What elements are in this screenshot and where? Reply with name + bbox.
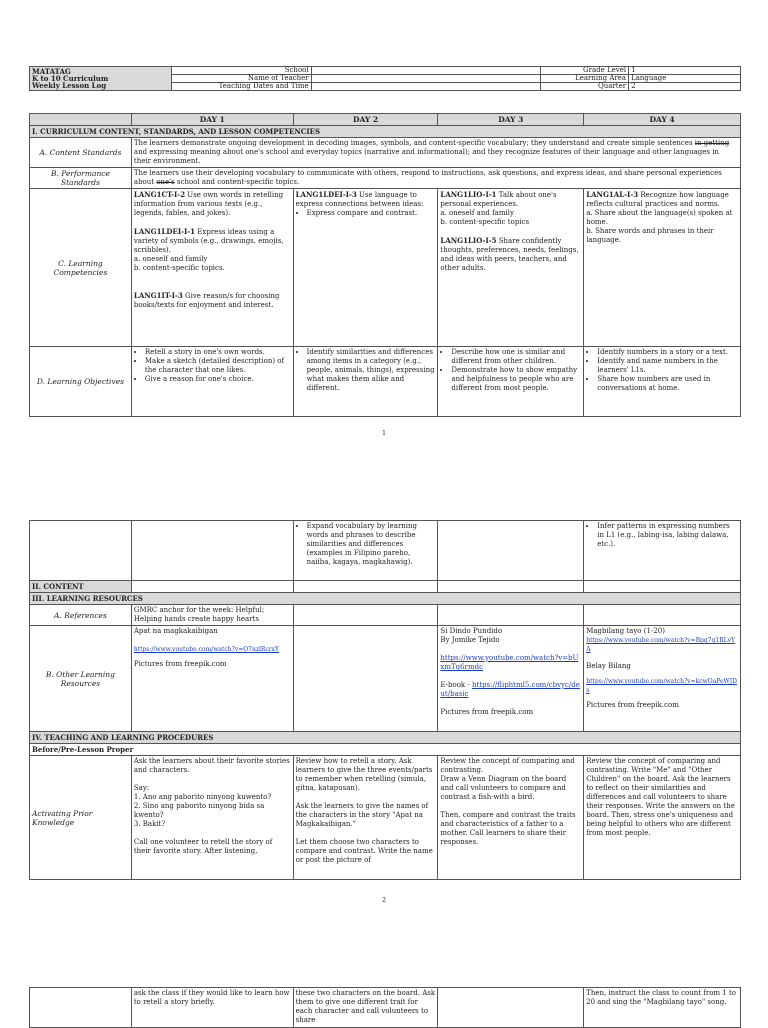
- grade-value: 1: [629, 67, 741, 75]
- other-resources-day-1: Apat na magkakaibigan https://www.youtube.com/watch?v=O7nzlRcrxY Pictures from freepik.com: [131, 626, 293, 732]
- other-resources-day-4: Magbilang tayo (1-20) https://www.youtube.com/watch?v=Bpq7q1RLvYA Belay Bilang https://www.youtube.com/watch?v=kcwOaPeWJDs Pictures from freepik.com: [584, 626, 741, 732]
- quarter-label: Quarter: [541, 83, 629, 91]
- header-table: [29, 66, 741, 91]
- activating-day-4-cont: Then, instruct the class to count from 1 to 20 and sing the "Magbilang tayo" song.: [584, 988, 741, 1028]
- title-line-1: MATATAG: [32, 67, 71, 76]
- activating-day-1: Ask the learners about their favorite stories and characters. Say: 1. Ano ang paborito ninyong kuwento? 2. Sino ang paborito ninyong bida sa kwento? 3. Bakit? Call one volunteer to retell the story of their favorite story. After listening,: [131, 756, 293, 880]
- objectives-day-4: • Identify numbers in a story or a text. • Identify and name numbers in the learners' L1s. • Share how numbers are used in conversations at home.: [584, 347, 741, 417]
- teacher-label: Name of Teacher: [171, 75, 311, 83]
- objectives-day-1: • Retell a story in one's own words. • Make a sketch (detailed description) of the character that one likes. • Give a reason for one's choice.: [131, 347, 293, 417]
- school-label: School: [171, 67, 311, 75]
- grade-label: Grade Level: [541, 67, 629, 75]
- activating-day-2: Review how to retell a story. Ask learners to give the three events/parts to remember when retelling (simula, gitna, katapusan). Ask the learners to give the names of the characters in the story "Apat na Magkakaibigan." Let them choose two characters to compare and contrast. Write the name or post the picture of: [293, 756, 438, 880]
- references-label: A. References: [30, 605, 132, 626]
- school-value: [311, 67, 541, 75]
- performance-standards-text: The learners use their developing vocabulary to communicate with others, respond to instructions, ask questions, and express ideas, and share personal experiences about one's school and content-specific topics.: [131, 168, 740, 189]
- objectives-day-4-cont: • Infer patterns in expressing numbers in L1 (e.g., labing-isa, labing dalawa, etc.).: [584, 521, 741, 581]
- before-lesson-title: Before/Pre-Lesson Proper: [30, 744, 741, 756]
- header-title: [30, 67, 172, 91]
- competencies-day-3: LANG1LIO-I-1 Talk about one's personal experiences. a. oneself and family b. content-specific topics LANG1LIO-I-5 Share confidently thoughts, preferences, needs, feelings, and ideas with peers, teachers, and other adults.: [438, 189, 584, 347]
- area-label: Learning Area: [541, 75, 629, 83]
- activating-prior-knowledge-label: Activating Prior Knowledge: [30, 756, 132, 880]
- day-3-header: DAY 3: [438, 114, 584, 126]
- day-1-header: DAY 1: [131, 114, 293, 126]
- youtube-link-day-1[interactable]: https://www.youtube.com/watch?v=O7nzlRcrxY: [133, 646, 280, 653]
- activating-day-1-cont: ask the class if they would like to learn how to retell a story briefly.: [131, 988, 293, 1028]
- competencies-day-4: LANG1AL-I-3 Recognize how language reflects cultural practices and norms. a. Share about the language(s) spoken at home. b. Share words and phrases in their language.: [584, 189, 741, 347]
- section-4-title: IV. TEACHING AND LEARNING PROCEDURES: [30, 732, 741, 744]
- page-number-1: 1: [382, 430, 386, 437]
- learning-objectives-label: D. Learning Objectives: [30, 347, 132, 417]
- objectives-day-3: • Describe how one is similar and different from other children. • Demonstrate how to show empathy and helpfulness to people who are different from most people.: [438, 347, 584, 417]
- activating-day-3: Review the concept of comparing and contrasting. Draw a Venn Diagram on the board and call volunteers to compare and contrast a fish-with a bird. Then, compare and contrast the traits and characteristics of a father to a mother. Call learners to share their responses.: [438, 756, 584, 880]
- content-standards-text: The learners demonstrate ongoing development in decoding images, symbols, and content-specific vocabulary; they understand and create simple sentences in getting and expressing meaning about one's school and everyday topics (narrative and informational); and they recognize features of their language and other languages in their environment.: [131, 138, 740, 168]
- references-day-1: GMRC anchor for the week: Helpful; Helping hands create happy hearts: [131, 605, 293, 626]
- performance-standards-label: B. Performance Standards: [30, 168, 132, 189]
- day-4-header: DAY 4: [584, 114, 741, 126]
- page-number-2: 2: [382, 897, 386, 904]
- quarter-value: 2: [629, 83, 741, 91]
- activating-day-2-cont: these two characters on the board. Ask them to give one different trait for each character and call volunteers to share: [293, 988, 438, 1028]
- youtube-link-day-4[interactable]: https://www.youtube.com/watch?v=Bpq7q1RLvYA: [586, 637, 736, 653]
- activating-day-4: Review the concept of comparing and contrasting. Write "Me" and "Other Children" on the board. Ask the learners to reflect on their similarities and differences and call volunteers to share their responses. Write the answers on the board. Then, stress one's uniqueness and being helpful to others who are different from most people.: [584, 756, 741, 880]
- other-resources-day-3: Si Dindo Pundido By Jomike Tejido https://www.youtube.com/watch?v=bUxmTq6rmdc E-book - https://fliphtml5.com/cbvyc/deut/basic Pictures from freepik.com: [438, 626, 584, 732]
- objectives-day-2-cont: • Expand vocabulary by learning words and phrases to describe similarities and differences (examples in Filipino pareho, naiiba, kagaya, magkahawig).: [293, 521, 438, 581]
- section-1-title: I. CURRICULUM CONTENT, STANDARDS, AND LESSON COMPETENCIES: [30, 126, 741, 138]
- content-standards-label: A. Content Standards: [30, 138, 132, 168]
- youtube-link-2-day-4[interactable]: https://www.youtube.com/watch?v=kcwOaPeWJDs: [586, 678, 737, 694]
- dates-value: [311, 83, 541, 91]
- title-line-3: Weekly Lesson Log: [32, 81, 107, 90]
- section-2-title: II. CONTENT: [30, 581, 132, 593]
- other-resources-label: B. Other Learning Resources: [30, 626, 132, 732]
- section-3-title: III. LEARNING RESOURCES: [30, 593, 741, 605]
- youtube-link-day-3[interactable]: https://www.youtube.com/watch?v=bUxmTq6rmdc: [440, 654, 579, 671]
- competencies-day-1: LANG1CT-I-2 Use own words in retelling information from various texts (e.g., legends, fables, and jokes). LANG1LDEI-I-1 Express ideas using a variety of symbols (e.g., drawings, emojis, scribbles). a. oneself and family b. content-specific topics. LANG1IT-I-3 Give reason/s for choosing books/texts for enjoyment and interest.: [131, 189, 293, 347]
- dates-label: Teaching Dates and Time: [171, 83, 311, 91]
- day-2-header: DAY 2: [293, 114, 438, 126]
- area-value: Language: [629, 75, 741, 83]
- competencies-day-2: LANG1LDEI-I-3 Use language to express connections between ideas: • Express compare and contrast.: [293, 189, 438, 347]
- ebook-link-day-3[interactable]: https://fliphtml5.com/cbvyc/deut/basic: [440, 681, 580, 698]
- teacher-value: [311, 75, 541, 83]
- lesson-table-page1: [29, 113, 741, 417]
- learning-competencies-label: C. Learning Competencies: [30, 189, 132, 347]
- lesson-table-page3: [29, 987, 741, 1028]
- objectives-day-2: • Identify similarities and differences among items in a category (e.g., people, animals, things), expressing what makes them alike and different.: [293, 347, 438, 417]
- title-line-2: K to 10 Curriculum: [32, 74, 109, 83]
- lesson-table-page2: [29, 520, 741, 880]
